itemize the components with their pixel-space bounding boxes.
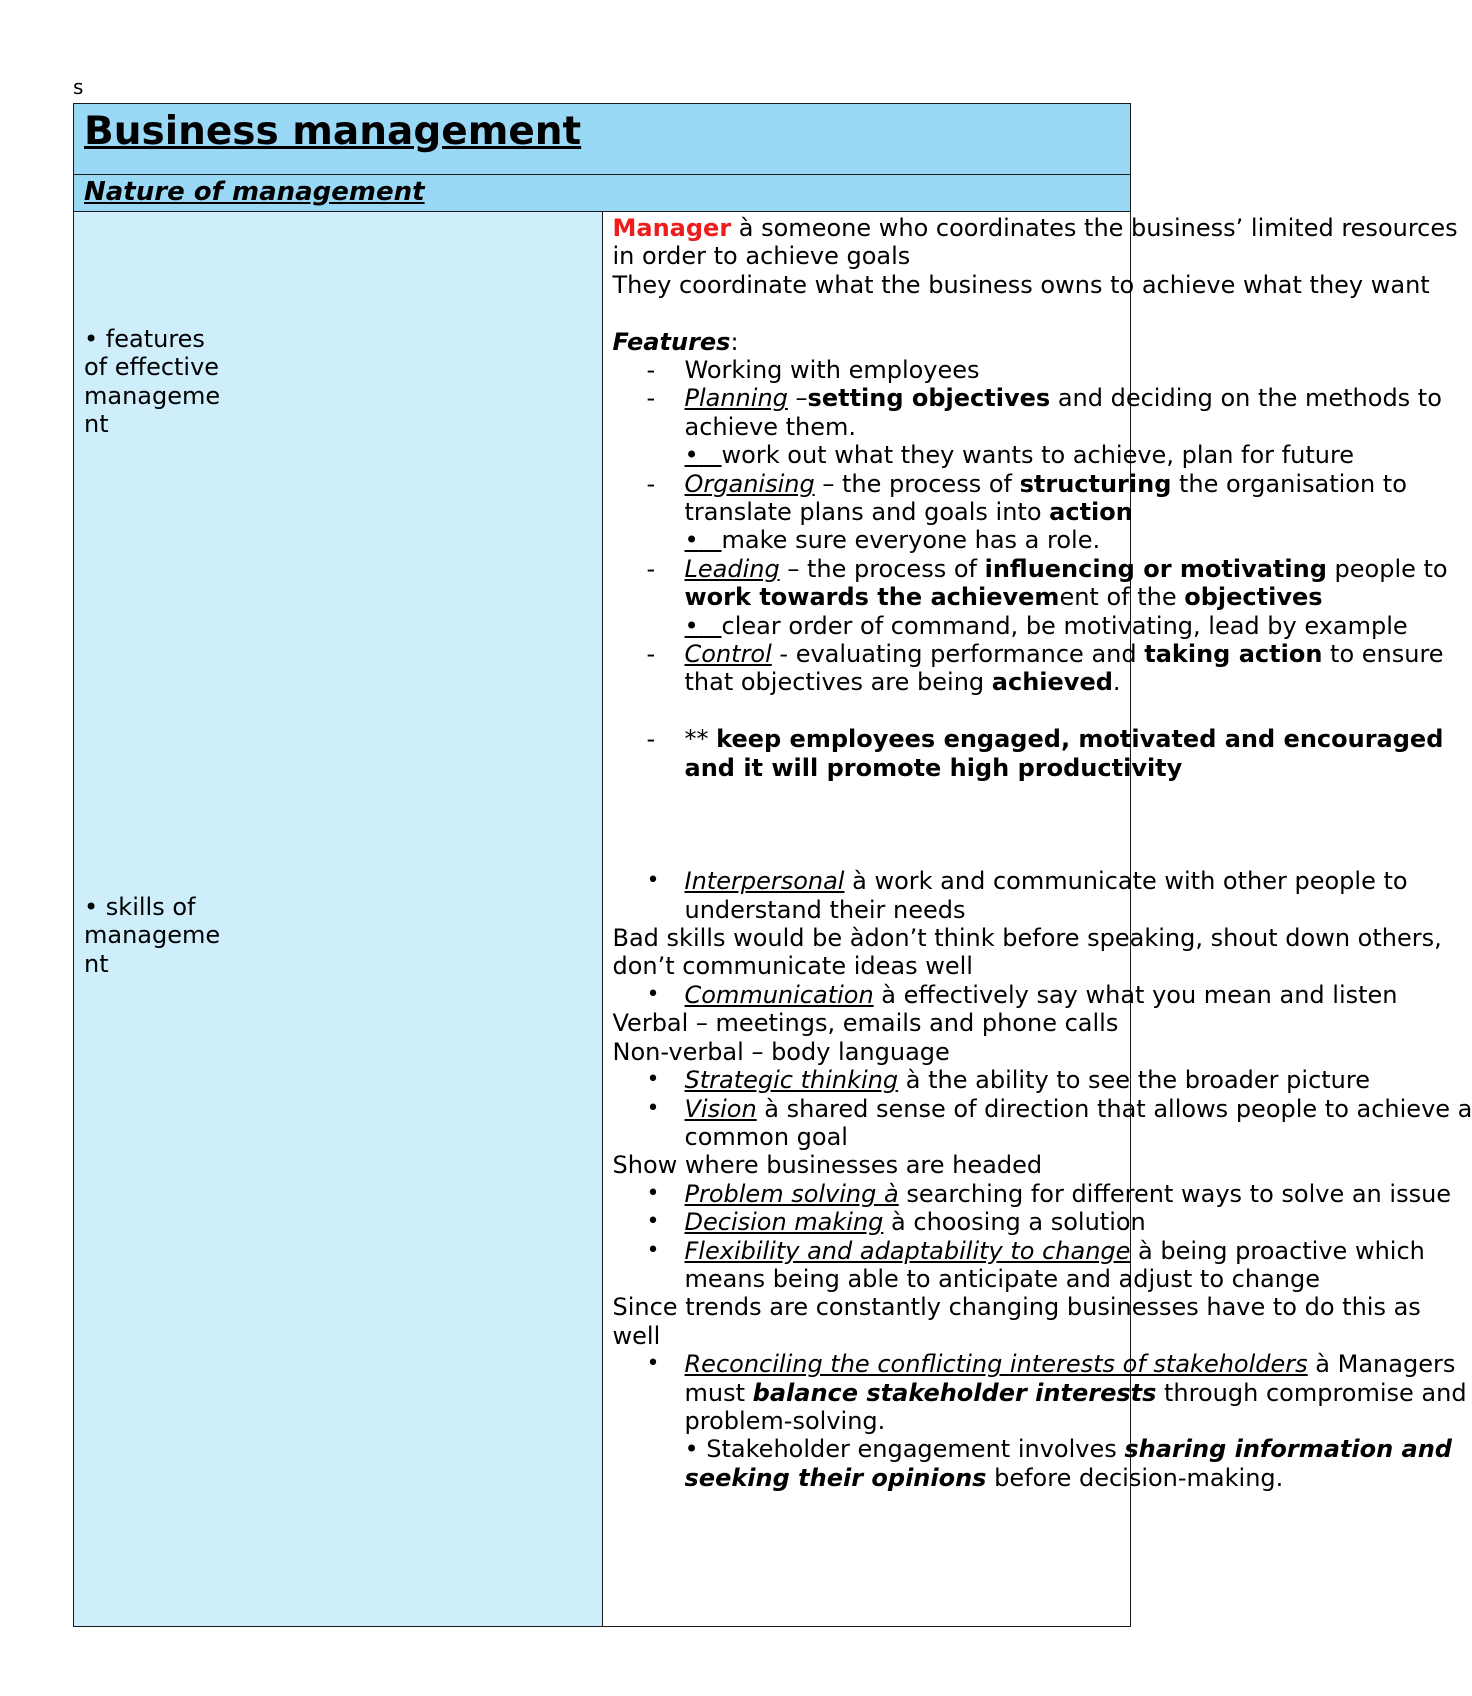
manager-definition-cont: in order to achieve goals [612,242,911,271]
topic-label-line: nt [84,410,109,439]
flexibility-text-cont: means being able to anticipate and adjust to change [684,1264,1320,1293]
feature-item-organising [613,469,1407,498]
vision-term: Vision [684,1094,757,1123]
organising-text-cont [613,498,1133,527]
topic-label-line: • skills of [84,893,196,921]
leading-text-cont [613,583,1323,612]
reconciling-term: Reconciling the conflicting interests of stakeholders [684,1350,1308,1379]
organising-text-end: the organisation to [1171,469,1407,498]
reconciling-line-4-emphasis: sharing information and [1124,1435,1452,1464]
subtitle-cell [74,175,1131,212]
interpersonal-text: à work and communicate with other people to [844,867,1408,896]
trends-line: Since trends are constantly changing businesses have to do this as [612,1293,1421,1322]
decision-making-text: à choosing a solution [883,1208,1146,1237]
skill-item-strategic [613,1066,1370,1095]
spacer [613,782,1121,810]
bullet-marker [685,612,722,640]
non-verbal-line: Non-verbal – body language [612,1037,950,1066]
strategic-text: à the ability to see the broader picture [898,1066,1370,1095]
spacer [613,810,1121,838]
bullet-marker: • [646,1209,660,1235]
leading-cont-text: ent of the [1059,583,1185,612]
features-heading-text: Features [612,327,731,356]
manager-definition [612,214,1458,242]
spacer [613,697,1121,725]
show-where-line: Show where businesses are headed [612,1151,1043,1180]
feature-item-planning [613,384,1442,413]
note-bold: keep employees engaged, motivated and encouraged [716,725,1444,754]
bullet-marker [685,526,722,554]
document-title: Business management [84,109,582,154]
reconciling-line-2 [613,1378,1467,1407]
leading-cont-bold-end: objectives [1184,583,1323,612]
notes-content [603,212,1472,1492]
organising-sub-bullet [613,526,1121,554]
organising-text: – the process of [814,469,1020,498]
section-subtitle: Nature of management [84,177,425,207]
planning-text: and deciding on the methods to [1050,384,1442,413]
bullet-glyph: • [684,526,699,555]
vision-text-cont: common goal [684,1122,848,1151]
topic-label-skills [84,893,232,978]
skill-item-reconciling [613,1350,1456,1379]
topic-label-line: manageme [84,381,221,410]
dash-marker: - [646,356,656,385]
topic-label-features [84,325,232,439]
leading-text-end: people to [1326,554,1448,583]
reconciling-line-3: problem-solving. [684,1406,886,1435]
interpersonal-text-cont: understand their needs [684,895,966,924]
spacer [613,299,1121,327]
skill-item-decision-making [613,1208,1146,1237]
notes-table [73,103,1472,1627]
control-text-cont [613,668,1121,696]
content-row [74,212,1131,1627]
verbal-line: Verbal – meetings, emails and phone calls [612,1009,1119,1038]
planning-sub-bullet [613,441,1355,470]
feature-item-control [613,640,1444,669]
reconciling-line-2-text: must [684,1378,753,1407]
feature-item-working [613,356,1121,384]
note-bold-cont: and it will promote high productivity [684,753,1183,782]
communication-text: à effectively say what you mean and listen [873,980,1398,1009]
note-prefix: ** [684,725,717,754]
organising-sub-text: make sure everyone has a role. [721,526,1101,555]
leading-sub-bullet [613,611,1408,640]
bullet-marker: • [646,1237,660,1263]
vision-text: à shared sense of direction that allows people to achieve a [756,1094,1472,1123]
control-text-end: to ensure [1322,640,1444,669]
features-heading-colon: : [730,327,739,356]
control-cont-bold: achieved [991,668,1113,697]
reconciling-line-4 [613,1435,1452,1464]
skill-item-problem-solving [613,1179,1452,1208]
coordinate-line: They coordinate what the business owns to achieve what they want [612,270,1430,299]
organising-bold: structuring [1019,469,1172,498]
topic-column [74,212,603,1627]
features-heading [613,328,1121,356]
bullet-marker: • [646,1095,660,1121]
reconciling-line-2-emphasis: balance stakeholder interests [752,1378,1157,1407]
strategic-term: Strategic thinking [684,1066,899,1095]
feature-item-leading [613,554,1448,583]
reconciling-line-5 [613,1463,1284,1492]
dash-marker: - [646,554,656,583]
reconciling-line-5-end: before decision-making. [986,1463,1284,1492]
control-term: Control [684,640,772,669]
notes-column [602,212,1472,1627]
skill-item-vision [613,1094,1472,1123]
problem-solving-text: searching for different ways to solve an issue [898,1179,1452,1208]
reconciling-line-5-emphasis: seeking their opinions [684,1463,987,1492]
bad-skills-line-cont: don’t communicate ideas well [612,952,973,981]
dash-marker: - [646,725,656,754]
leading-term: Leading [684,554,780,583]
bullet-marker: • [646,1351,660,1377]
organising-term: Organising [684,469,815,498]
bullet-marker [685,441,722,469]
leading-text: – the process of [779,554,985,583]
planning-text-cont: achieve them. [684,412,857,441]
title-cell [74,104,1131,175]
bullet-glyph: • [684,441,699,470]
skill-item-communication [613,980,1398,1009]
leading-bold: influencing or motivating [984,554,1327,583]
organising-cont-bold: action [1049,498,1133,527]
feature-working-text: Working with employees [684,356,980,385]
topic-label-line: • features [84,325,205,353]
control-cont-end: . [1112,668,1121,697]
manager-term: Manager [612,214,732,242]
page-mark: s [73,75,84,99]
title-row [74,104,1131,175]
flexibility-term: Flexibility and adaptability to change [684,1236,1131,1265]
problem-solving-term: Problem solving à [684,1179,899,1208]
bullet-marker: • [646,1067,660,1093]
trends-line-cont: well [612,1321,661,1350]
decision-making-term: Decision making [684,1208,884,1237]
feature-note [613,725,1444,754]
bad-skills-line: Bad skills would be àdon’t think before speaking, shout down others, [612,924,1442,953]
spacer [613,839,1121,867]
topic-label-line: nt [84,949,109,978]
control-text: - evaluating performance and [771,640,1145,669]
flexibility-text: à being proactive which [1130,1236,1425,1265]
leading-sub-text: clear order of command, be motivating, lead by example [721,611,1408,640]
leading-cont-bold: work towards the achievem [684,583,1060,612]
bullet-marker: • [646,868,660,894]
organising-cont-text: translate plans and goals into [684,498,1050,527]
topic-label-line: manageme [84,921,221,950]
manager-definition-text: à someone who coordinates the business’ limited resources [731,214,1458,242]
control-bold: taking action [1144,640,1323,669]
dash-marker: - [646,469,656,498]
control-cont-text: that objectives are being [684,668,992,697]
reconciling-line-2-end: through compromise and [1156,1378,1467,1407]
planning-bold: setting objectives [807,384,1051,413]
skill-item-interpersonal [613,867,1408,896]
subtitle-row [74,175,1131,212]
planning-term: Planning [684,384,788,413]
topic-label-line: of effective [84,353,220,382]
bullet-marker: • [646,1180,660,1206]
interpersonal-term: Interpersonal [684,867,845,896]
reconciling-text: à Managers [1307,1350,1456,1379]
bullet-glyph: • [684,611,699,640]
dash-marker: - [646,640,656,669]
communication-term: Communication [684,980,874,1009]
skill-item-flexibility [613,1236,1425,1265]
planning-dash: – [787,384,808,413]
dash-marker: - [646,384,656,413]
reconciling-line-4-text: • Stakeholder engagement involves [684,1435,1125,1464]
bullet-marker: • [646,981,660,1007]
planning-sub-text: work out what they wants to achieve, plan for future [721,441,1355,470]
